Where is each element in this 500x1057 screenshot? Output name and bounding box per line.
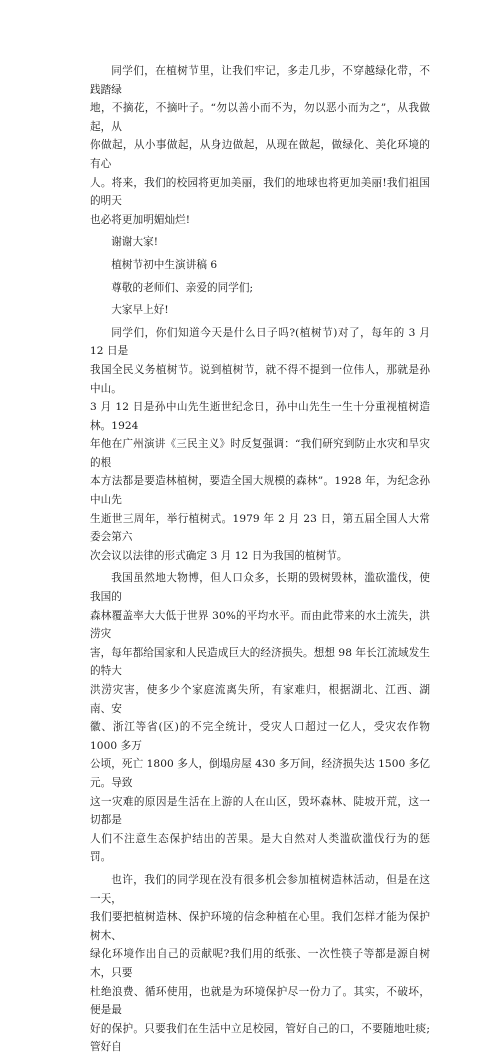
document-body xyxy=(90,62,430,1057)
paragraph-care-environment xyxy=(90,62,430,229)
text-line: 本方法都是要造林植树，要造全国大规模的森林”。1928 年，为纪念孙中山先 xyxy=(90,475,430,507)
text-line: 也许，我们的同学现在没有很多机会参加植树造林活动，但是在这一天， xyxy=(90,873,430,905)
paragraph-call-to-action xyxy=(90,871,430,1057)
text-line: 同学们，在植树节里，让我们牢记，多走几步，不穿越绿化带，不践踏绿 xyxy=(90,65,430,96)
text-line: 徽、浙江等省(区)的不完全统计，受灾人口超过一亿人，受灾农作物 1000 多万 xyxy=(90,721,430,752)
paragraph-thanks xyxy=(90,233,430,252)
text-line: 杜绝浪费、循环使用，也就是为环境保护尽一份力了。其实，不破坏，便是最 xyxy=(90,985,430,1017)
text-line: 公顷，死亡 1800 多人，倒塌房屋 430 多万间，经济损失达 1500 多亿元。导致 xyxy=(90,758,430,789)
text-line: 我们要把植树造林、保护环境的信念种植在心里。我们怎样才能为保护树木、 xyxy=(90,911,430,942)
text-line: 植树节初中生演讲稿 6 xyxy=(111,258,218,271)
text-line: 害，每年都给国家和人民造成巨大的经济损失。想想 98 年长江流域发生的特大 xyxy=(90,646,430,678)
paragraph-arbor-day-origin xyxy=(90,324,430,566)
text-line: 绿化环境作出自己的贡献呢?我们用的纸张、一次性筷子等都是源自树木，只要 xyxy=(90,948,430,979)
text-line: 年他在广州演讲《三民主义》时反复强调：“我们研究到防止水灾和旱灾的根 xyxy=(90,438,430,469)
text-line: 大家早上好! xyxy=(111,304,169,317)
text-line: 尊敬的老师们、亲爱的同学们; xyxy=(111,281,254,294)
text-line: 地，不摘花，不摘叶子。“勿以善小而不为，勿以恶小而为之”，从我做起，从 xyxy=(90,102,430,133)
text-line: 也必将更加明媚灿烂! xyxy=(90,213,191,226)
text-line: 同学们，你们知道今天是什么日子吗?(植树节)对了，每年的 3 月 12 日是 xyxy=(90,326,430,358)
salutation xyxy=(90,279,430,298)
text-line: 3 月 12 日是孙中山先生逝世纪念日，孙中山先生一生十分重视植树造林。1924 xyxy=(90,401,430,432)
text-line: 洪涝灾害，使多少个家庭流离失所，有家难归，根据湖北、江西、湖南、安 xyxy=(90,684,430,715)
text-line: 人。将来，我们的校园将更加美丽，我们的地球也将更加美丽!我们祖国的明天 xyxy=(90,176,430,208)
text-line: 谢谢大家! xyxy=(111,236,159,249)
text-line: 生逝世三周年，举行植树式。1979 年 2 月 23 日，第五届全国人大常委会第六 xyxy=(90,512,430,544)
text-line: 人们不注意生态保护结出的苦果。是大自然对人类滥砍滥伐行为的惩罚。 xyxy=(90,832,430,864)
greeting xyxy=(90,301,430,320)
paragraph-forest-crisis xyxy=(90,569,430,867)
speech-title xyxy=(90,256,430,275)
text-line: 好的保护。只要我们在生活中立足校园，管好自己的口，不要随地吐痰;管好自 xyxy=(90,1022,430,1054)
text-line: 我国虽然地大物博，但人口众多，长期的毁树毁林，滥砍滥伐，使我国的 xyxy=(90,572,430,604)
text-line: 我国全民义务植树节。说到植树节，就不得不提到一位伟人，那就是孙中山。 xyxy=(90,363,430,395)
text-line: 你做起，从小事做起，从身边做起，从现在做起，做绿化、美化环境的有心 xyxy=(90,139,430,170)
text-line: 森林覆盖率大大低于世界 30%的平均水平。而由此带来的水土流失，洪涝灾 xyxy=(90,609,430,641)
text-line: 这一灾难的原因是生活在上游的人在山区，毁坏森林、陡坡开荒，这一切都是 xyxy=(90,795,430,827)
text-line: 次会议以法律的形式确定 3 月 12 日为我国的植树节。 xyxy=(90,549,348,562)
